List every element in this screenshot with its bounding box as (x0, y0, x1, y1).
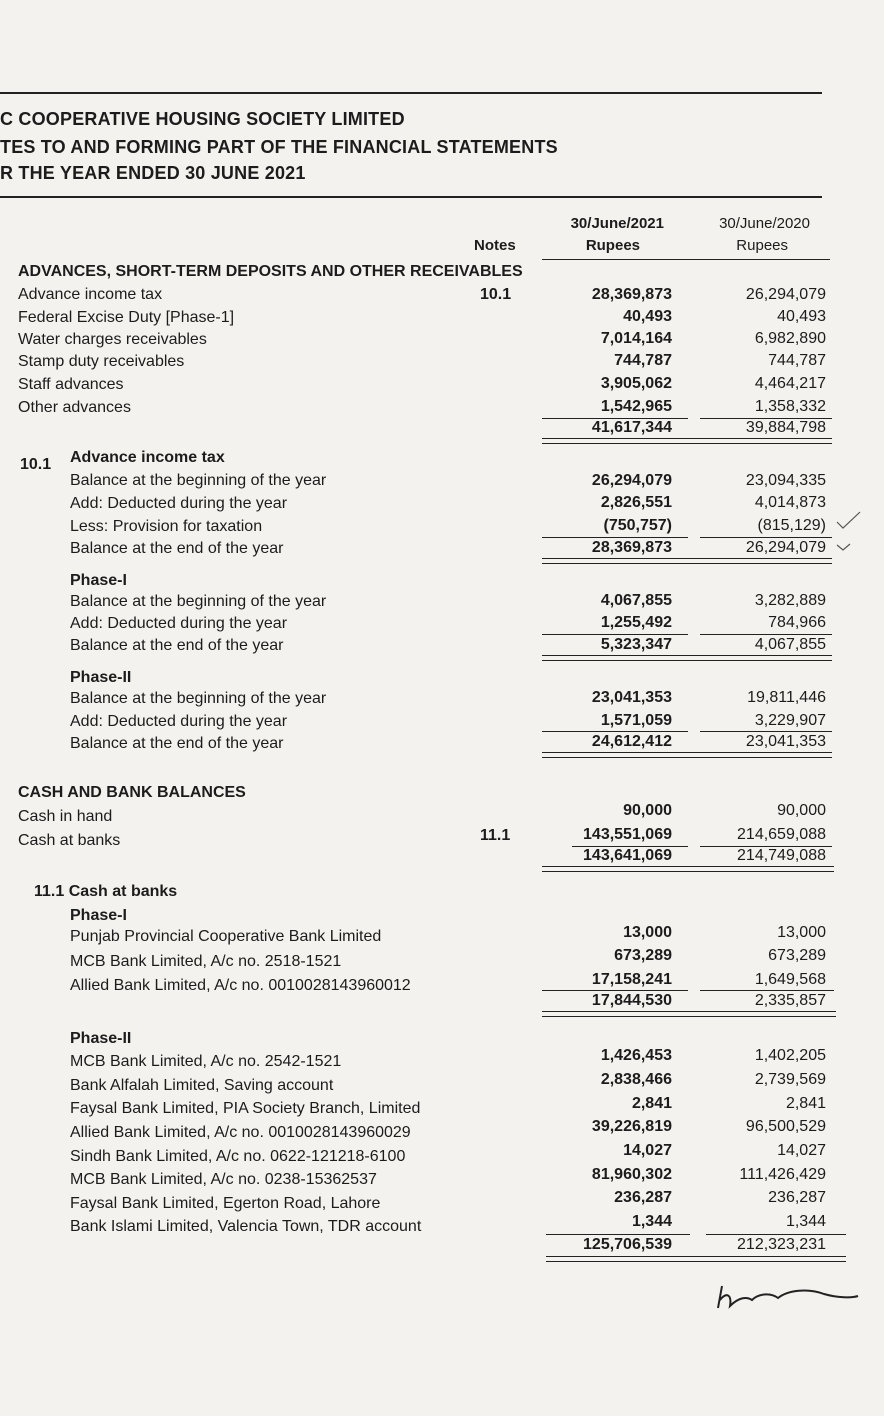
n111-p2-v2020-3: 96,500,529 (745, 1118, 826, 1135)
period-title: R THE YEAR ENDED 30 JUNE 2021 (0, 163, 306, 183)
n101-p2-v2021-1: 1,571,059 (600, 712, 672, 729)
cash-v2020-1: 214,659,088 (737, 826, 826, 843)
n111-p2-v2021-2: 2,841 (631, 1095, 672, 1112)
advances-v2020-4: 4,464,217 (754, 375, 826, 392)
n101-v2021-3: 28,369,873 (591, 539, 672, 556)
cash-v2021-0: 90,000 (623, 802, 672, 819)
advances-v2021-3: 744,787 (614, 352, 672, 369)
n111-p2-total-2020: 212,323,231 (737, 1236, 826, 1253)
n101-label-0: Balance at the beginning of the year (70, 472, 327, 489)
advances-title: ADVANCES, SHORT-TERM DEPOSITS AND OTHER RECEIVABLES (18, 263, 523, 280)
advances-label-5: Other advances (18, 399, 131, 416)
n111-p2-v2021-1: 2,838,466 (600, 1071, 672, 1088)
n111-p2-v2020-4: 14,027 (777, 1142, 826, 1159)
n101-p2-v2020-0: 19,811,446 (747, 689, 826, 706)
n101-label-3: Balance at the end of the year (70, 540, 284, 557)
n111-p1-total-2021: 17,844,530 (591, 992, 672, 1009)
n101-p1-double-rule (542, 655, 832, 661)
advances-total-2021: 41,617,344 (591, 419, 672, 436)
n111-p2-label-7: Bank Islami Limited, Valencia Town, TDR account (70, 1218, 422, 1235)
n111-p2-double-rule (546, 1256, 846, 1262)
n101-p1-v2020-1: 784,966 (768, 614, 826, 631)
company-name: C COOPERATIVE HOUSING SOCIETY LIMITED (0, 109, 405, 129)
advances-v2020-5: 1,358,332 (754, 398, 826, 415)
cash-v2021-1: 143,551,069 (583, 826, 672, 843)
n111-p2-label-6: Faysal Bank Limited, Egerton Road, Lahore (70, 1195, 381, 1212)
tick-mark-icon (834, 508, 864, 554)
n111-p1-label-1: MCB Bank Limited, A/c no. 2518-1521 (70, 953, 342, 970)
n101-v2020-1: 4,014,873 (754, 494, 826, 511)
n111-p2-label-0: MCB Bank Limited, A/c no. 2542-1521 (70, 1053, 342, 1070)
n101-p1-v2021-0: 4,067,855 (600, 592, 672, 609)
n111-p2-v2021-7: 1,344 (631, 1213, 672, 1230)
n101-p2-v2020-2: 23,041,353 (745, 733, 826, 750)
col-2021-date: 30/June/2021 (570, 215, 664, 232)
advances-v2020-0: 26,294,079 (745, 286, 826, 303)
statement-title: TES TO AND FORMING PART OF THE FINANCIAL STATEMENTS (0, 137, 558, 157)
n111-p2-v2020-6: 236,287 (768, 1189, 826, 1206)
n101-v2021-1: 2,826,551 (600, 494, 672, 511)
n111-p1-v2020-2: 1,649,568 (754, 971, 826, 988)
n111-p1-label-0: Punjab Provincial Cooperative Bank Limited (70, 928, 382, 945)
advances-total-double-rule (542, 438, 832, 444)
n101-p1-v2020-0: 3,282,889 (754, 592, 826, 609)
n111-p2-v2020-2: 2,841 (785, 1095, 826, 1112)
advances-label-0: Advance income tax (18, 286, 163, 303)
n101-p2-label-1: Add: Deducted during the year (70, 713, 288, 730)
advances-label-3: Stamp duty receivables (18, 353, 185, 370)
n111-p2-total-2021: 125,706,539 (583, 1236, 672, 1253)
advances-v2021-4: 3,905,062 (600, 375, 672, 392)
cash-total-double-rule (542, 866, 834, 872)
n101-p2-double-rule (542, 752, 832, 758)
n101-v2020-0: 23,094,335 (745, 472, 826, 489)
advances-v2020-2: 6,982,890 (754, 330, 826, 347)
advances-label-1: Federal Excise Duty [Phase-1] (18, 309, 235, 326)
advances-v2021-5: 1,542,965 (600, 398, 672, 415)
n101-v2021-0: 26,294,079 (591, 472, 672, 489)
n101-p2-v2021-0: 23,041,353 (591, 689, 672, 706)
n101-p2-v2020-1: 3,229,907 (754, 712, 826, 729)
col-notes-heading: Notes (474, 237, 516, 254)
n111-p2-v2021-4: 14,027 (623, 1142, 672, 1159)
cash-v2020-0: 90,000 (777, 802, 826, 819)
n101-p2-label-2: Balance at the end of the year (70, 735, 284, 752)
n111-phase2-title: Phase-II (70, 1030, 132, 1047)
n111-p2-label-3: Allied Bank Limited, A/c no. 0010028143960029 (70, 1124, 411, 1141)
advances-total-2020: 39,884,798 (745, 419, 826, 436)
n111-p2-label-2: Faysal Bank Limited, PIA Society Branch, Limited (70, 1100, 421, 1117)
advances-label-4: Staff advances (18, 376, 124, 393)
n111-p2-v2021-0: 1,426,453 (600, 1047, 672, 1064)
n111-p1-v2021-0: 13,000 (623, 924, 672, 941)
n111-p1-v2021-1: 673,289 (614, 947, 672, 964)
n101-p1-label-0: Balance at the beginning of the year (70, 593, 327, 610)
n101-v2021-2: (750,757) (603, 517, 672, 534)
note-10-1-title: Advance income tax (70, 449, 225, 466)
cash-total-2021: 143,641,069 (583, 847, 672, 864)
cash-label-0: Cash in hand (18, 808, 113, 825)
n101-double-rule (542, 558, 832, 564)
n101-p1-label-1: Add: Deducted during the year (70, 615, 288, 632)
n111-p1-v2020-1: 673,289 (768, 947, 826, 964)
signature-initials (712, 1278, 872, 1318)
n111-p2-v2020-1: 2,739,569 (754, 1071, 826, 1088)
n111-p2-v2021-5: 81,960,302 (591, 1166, 672, 1183)
advances-label-2: Water charges receivables (18, 331, 207, 348)
n101-label-1: Add: Deducted during the year (70, 495, 288, 512)
col-2021-unit: Rupees (585, 237, 640, 254)
advances-v2020-1: 40,493 (777, 308, 826, 325)
n111-phase1-title: Phase-I (70, 907, 127, 924)
n111-p2-label-4: Sindh Bank Limited, A/c no. 0622-121218-6100 (70, 1148, 406, 1165)
note-11-1-title: 11.1 Cash at banks (34, 883, 178, 900)
n101-label-2: Less: Provision for taxation (70, 518, 263, 535)
n101-v2020-3: 26,294,079 (745, 539, 826, 556)
cash-total-2020: 214,749,088 (737, 847, 826, 864)
col-heading-underline (542, 259, 830, 260)
n111-p2-v2020-7: 1,344 (785, 1213, 826, 1230)
n111-p2-v2021-3: 39,226,819 (591, 1118, 672, 1135)
n111-p1-v2021-2: 17,158,241 (591, 971, 672, 988)
n101-phase2-title: Phase-II (70, 669, 132, 686)
n101-p1-label-2: Balance at the end of the year (70, 637, 284, 654)
n101-p1-v2020-2: 4,067,855 (754, 636, 826, 653)
top-rule (0, 92, 822, 94)
n101-p2-label-0: Balance at the beginning of the year (70, 690, 327, 707)
cash-label-1: Cash at banks (18, 832, 121, 849)
n101-v2020-2: (815,129) (757, 517, 826, 534)
n111-p1-double-rule (542, 1011, 836, 1017)
cash-note-1: 11.1 (480, 827, 511, 844)
advances-note-0: 10.1 (480, 286, 512, 303)
n111-p2-label-5: MCB Bank Limited, A/c no. 0238-15362537 (70, 1171, 377, 1188)
n111-p2-label-1: Bank Alfalah Limited, Saving account (70, 1077, 334, 1094)
cash-title: CASH AND BANK BALANCES (18, 784, 246, 801)
n101-p2-v2021-2: 24,612,412 (591, 733, 672, 750)
n101-phase1-title: Phase-I (70, 572, 127, 589)
header-bottom-rule (0, 196, 822, 198)
note-10-1-number: 10.1 (20, 456, 52, 473)
n111-p1-total-2020: 2,335,857 (754, 992, 826, 1009)
col-2020-date: 30/June/2020 (719, 215, 810, 232)
n111-p1-label-2: Allied Bank Limited, A/c no. 0010028143960012 (70, 977, 411, 994)
col-2020-unit: Rupees (736, 237, 788, 254)
advances-v2021-0: 28,369,873 (591, 286, 672, 303)
n111-p2-v2020-0: 1,402,205 (754, 1047, 826, 1064)
advances-v2020-3: 744,787 (768, 352, 826, 369)
n111-p2-v2020-5: 111,426,429 (739, 1166, 826, 1183)
n111-p1-v2020-0: 13,000 (777, 924, 826, 941)
n111-p2-v2021-6: 236,287 (614, 1189, 672, 1206)
advances-v2021-2: 7,014,164 (600, 330, 672, 347)
n101-p1-v2021-1: 1,255,492 (600, 614, 672, 631)
advances-v2021-1: 40,493 (623, 308, 672, 325)
n101-p1-v2021-2: 5,323,347 (600, 636, 672, 653)
